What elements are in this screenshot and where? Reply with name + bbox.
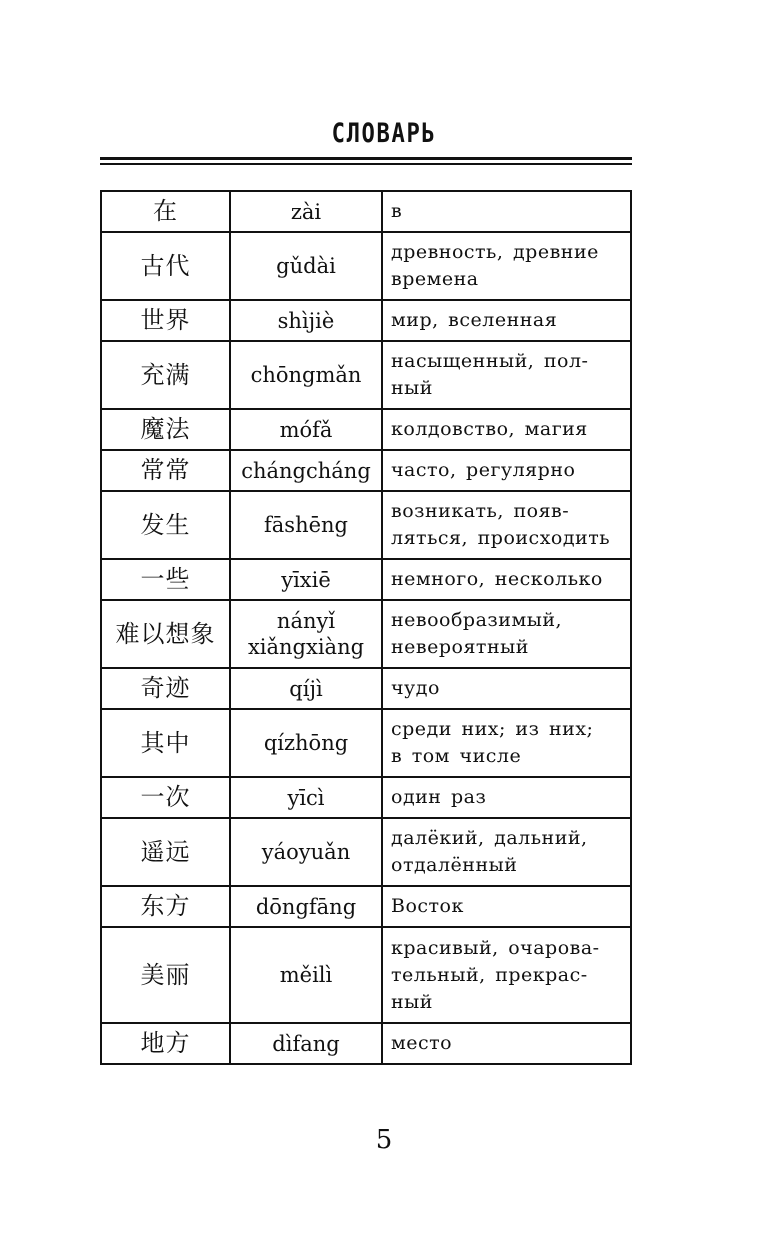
vocabulary-row — [101, 232, 631, 300]
pinyin-line: qíjì — [289, 676, 323, 701]
meaning-line: отдалённый — [391, 854, 518, 876]
meaning-line: возникать, появ- — [391, 500, 570, 522]
meaning-cell — [382, 450, 631, 491]
pinyin-line: mófǎ — [279, 417, 333, 442]
pinyin-line: měilì — [279, 963, 333, 987]
hanzi-cell: 常常 — [101, 450, 230, 491]
page-title: СЛОВАРЬ — [331, 118, 437, 149]
pinyin-line: qízhōng — [263, 731, 349, 755]
vocabulary-row — [101, 818, 631, 886]
hanzi-cell: 其中 — [101, 709, 230, 777]
hanzi-cell: 魔法 — [101, 409, 230, 450]
meaning-line: насыщенный, пол- — [391, 350, 589, 372]
meaning-cell — [382, 927, 631, 1023]
pinyin-line: shìjiè — [277, 308, 335, 333]
meaning-line: Восток — [391, 895, 464, 917]
hanzi-cell: 地方 — [101, 1023, 230, 1064]
vocabulary-row — [101, 341, 631, 409]
pinyin-cell — [230, 668, 382, 709]
pinyin-cell — [230, 409, 382, 450]
meaning-cell — [382, 191, 631, 232]
pinyin-line: yīxiē — [281, 567, 331, 592]
meaning-line: ный — [391, 990, 433, 1013]
vocabulary-row — [101, 886, 631, 927]
pinyin-cell — [230, 1023, 382, 1064]
meaning-cell — [382, 668, 631, 709]
pinyin-cell — [230, 191, 382, 232]
hanzi-cell: 发生 — [101, 491, 230, 559]
meaning-cell — [382, 709, 631, 777]
meaning-cell — [382, 886, 631, 927]
pinyin-cell — [230, 709, 382, 777]
meaning-cell — [382, 1023, 631, 1064]
pinyin-cell — [230, 927, 382, 1023]
pinyin-line: fāshēng — [264, 513, 348, 537]
meaning-cell — [382, 600, 631, 668]
pinyin-cell — [230, 300, 382, 341]
hanzi-cell: 在 — [101, 191, 230, 232]
vocabulary-table — [100, 190, 632, 1065]
vocabulary-row — [101, 559, 631, 600]
meaning-cell — [382, 491, 631, 559]
pinyin-cell — [230, 450, 382, 491]
meaning-line: в том числе — [391, 745, 522, 767]
meaning-cell — [382, 409, 631, 450]
hanzi-cell: 一次 — [101, 777, 230, 818]
meaning-line: место — [391, 1032, 453, 1054]
vocabulary-row — [101, 491, 631, 559]
vocabulary-row — [101, 1023, 631, 1064]
pinyin-cell — [230, 886, 382, 927]
meaning-cell — [382, 818, 631, 886]
pinyin-line: yīcì — [287, 785, 325, 810]
meaning-line: древность, древние — [391, 241, 599, 263]
meaning-cell — [382, 559, 631, 600]
pinyin-cell — [230, 232, 382, 300]
meaning-line: немного, несколько — [391, 568, 603, 590]
meaning-line: тельный, прекрас- — [391, 963, 588, 986]
meaning-cell — [382, 777, 631, 818]
meaning-line: часто, регулярно — [391, 459, 576, 481]
pinyin-cell — [230, 818, 382, 886]
meaning-line: далёкий, дальний, — [391, 827, 588, 849]
pinyin-cell — [230, 777, 382, 818]
meaning-line: невероятный — [391, 636, 529, 658]
vocabulary-row — [101, 668, 631, 709]
meaning-line: чудо — [391, 677, 440, 699]
meaning-line: невообразимый, — [391, 609, 563, 631]
meaning-line: красивый, очарова- — [391, 936, 600, 959]
hanzi-cell: 遥远 — [101, 818, 230, 886]
vocabulary-row — [101, 709, 631, 777]
pinyin-line: yáoyuǎn — [261, 840, 351, 864]
vocabulary-row — [101, 191, 631, 232]
meaning-cell — [382, 232, 631, 300]
hanzi-cell: 充满 — [101, 341, 230, 409]
meaning-cell — [382, 300, 631, 341]
hanzi-cell: 奇迹 — [101, 668, 230, 709]
meaning-line: среди них; из них; — [391, 718, 594, 740]
meaning-line: ный — [391, 377, 433, 399]
hanzi-cell: 一些 — [101, 559, 230, 600]
vocabulary-row — [101, 409, 631, 450]
pinyin-cell — [230, 559, 382, 600]
meaning-line: мир, вселенная — [391, 309, 558, 331]
meaning-line: в — [391, 200, 403, 222]
pinyin-line: chōngmǎn — [250, 363, 362, 387]
pinyin-line: dìfang — [272, 1031, 340, 1056]
meaning-line: один раз — [391, 786, 487, 808]
pinyin-cell — [230, 600, 382, 668]
hanzi-cell: 美丽 — [101, 927, 230, 1023]
vocabulary-row — [101, 300, 631, 341]
pinyin-line: zài — [290, 199, 322, 224]
meaning-line: времена — [391, 268, 479, 290]
vocabulary-row — [101, 927, 631, 1023]
meaning-line: ляться, происходить — [391, 527, 611, 549]
meaning-cell — [382, 341, 631, 409]
pinyin-line: dōngfāng — [255, 894, 357, 919]
pinyin-cell — [230, 491, 382, 559]
vocabulary-row — [101, 600, 631, 668]
pinyin-line: gǔdài — [276, 254, 336, 278]
pinyin-line: nányǐ — [276, 609, 336, 633]
vocabulary-row — [101, 450, 631, 491]
vocabulary-row — [101, 777, 631, 818]
title-double-rule — [100, 157, 632, 165]
hanzi-cell: 难以想象 — [101, 600, 230, 668]
pinyin-cell — [230, 341, 382, 409]
vocabulary-table-body — [101, 191, 631, 1064]
pinyin-line: xiǎngxiàng — [247, 635, 365, 659]
page-number: 5 — [375, 1125, 393, 1155]
meaning-line: колдовство, магия — [391, 418, 588, 440]
hanzi-cell: 古代 — [101, 232, 230, 300]
pinyin-line: chángcháng — [241, 458, 371, 483]
hanzi-cell: 东方 — [101, 886, 230, 927]
hanzi-cell: 世界 — [101, 300, 230, 341]
